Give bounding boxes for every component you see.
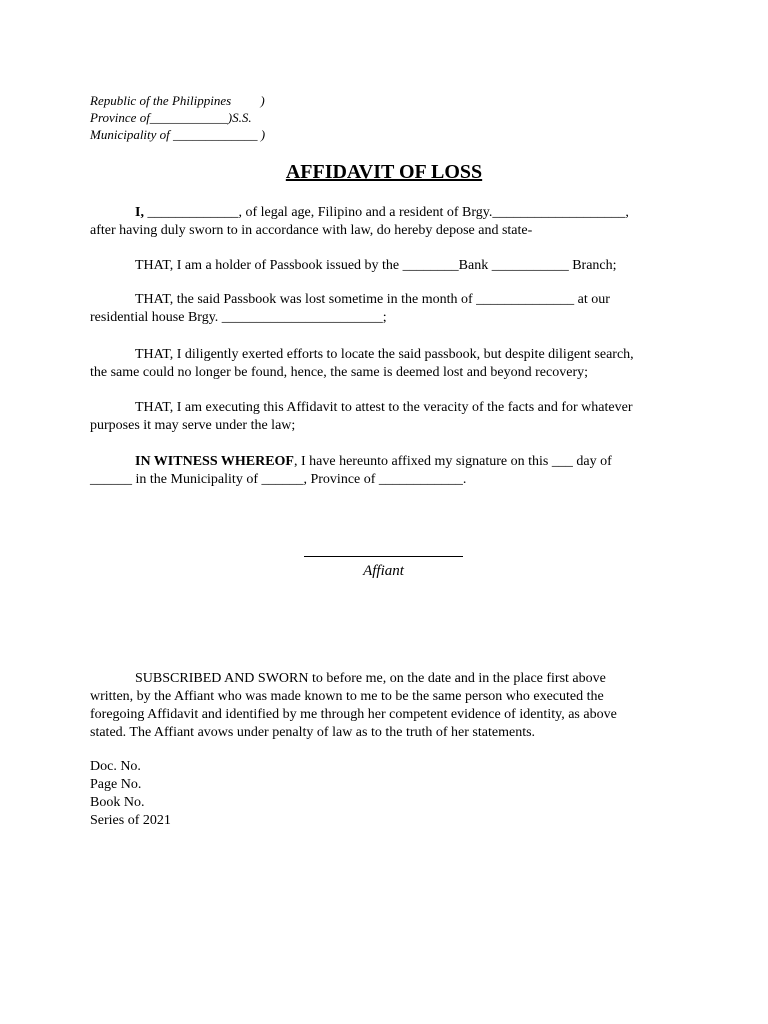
venue-country: Republic of the Philippines ): [90, 93, 265, 108]
jurat-paragraph: [90, 670, 677, 742]
witness-line2: ______ in the Municipality of ______, Province of ____________.: [90, 472, 467, 487]
jurat-line2: written, by the Affiant who was made known to me to be the same person who executed the: [90, 689, 604, 704]
lost-line1: THAT, the said Passbook was lost sometime in the month of ______________ at our: [135, 292, 610, 307]
paragraph-lost: [90, 291, 677, 327]
paragraph-purpose: [90, 399, 677, 435]
efforts-line1: THAT, I diligently exerted efforts to locate the said passbook, but despite diligent search,: [135, 347, 634, 362]
doc-no: Doc. No.: [90, 759, 141, 774]
paragraph-witness: [90, 453, 677, 489]
intro-line2: after having duly sworn to in accordance with law, do hereby depose and state-: [90, 223, 533, 238]
witness-heading: IN WITNESS WHEREOF: [135, 454, 294, 469]
book-no: Book No.: [90, 795, 145, 810]
passbook-holder-text: THAT, I am a holder of Passbook issued by the ________Bank ___________ Branch;: [135, 258, 617, 273]
efforts-line2: the same could no longer be found, hence, the same is deemed lost and beyond recovery;: [90, 365, 589, 380]
paragraph-efforts: [90, 346, 677, 382]
intro-line1: _____________, of legal age, Filipino and a resident of Brgy.___________________,: [143, 205, 629, 220]
jurat-line1: SUBSCRIBED AND SWORN to before me, on the date and in the place first above: [135, 671, 606, 686]
jurat-line3: foregoing Affidavit and identified by me through her competent evidence of identity, as above: [90, 707, 617, 722]
venue-municipality: Municipality of _____________ ): [90, 127, 266, 142]
venue-province: Province of____________)S.S.: [90, 110, 252, 125]
signature-line: [304, 556, 463, 557]
purpose-line1: THAT, I am executing this Affidavit to attest to the veracity of the facts and for whatever: [135, 400, 633, 415]
page-no: Page No.: [90, 777, 142, 792]
series: Series of 2021: [90, 813, 171, 828]
notarial-register: [90, 758, 171, 830]
intro-pronoun: I,: [135, 205, 144, 220]
lost-line2: residential house Brgy. _______________________;: [90, 310, 387, 325]
affiant-label: Affiant: [363, 563, 404, 579]
purpose-line2: purposes it may serve under the law;: [90, 418, 296, 433]
jurat-line4: stated. The Affiant avows under penalty of law as to the truth of her statements.: [90, 725, 536, 740]
document-title: AFFIDAVIT OF LOSS: [285, 161, 483, 183]
venue-block: [90, 92, 265, 143]
witness-line1: , I have hereunto affixed my signature on this ___ day of: [293, 454, 612, 469]
paragraph-passbook-holder: [90, 257, 677, 275]
intro-paragraph: [90, 204, 677, 240]
